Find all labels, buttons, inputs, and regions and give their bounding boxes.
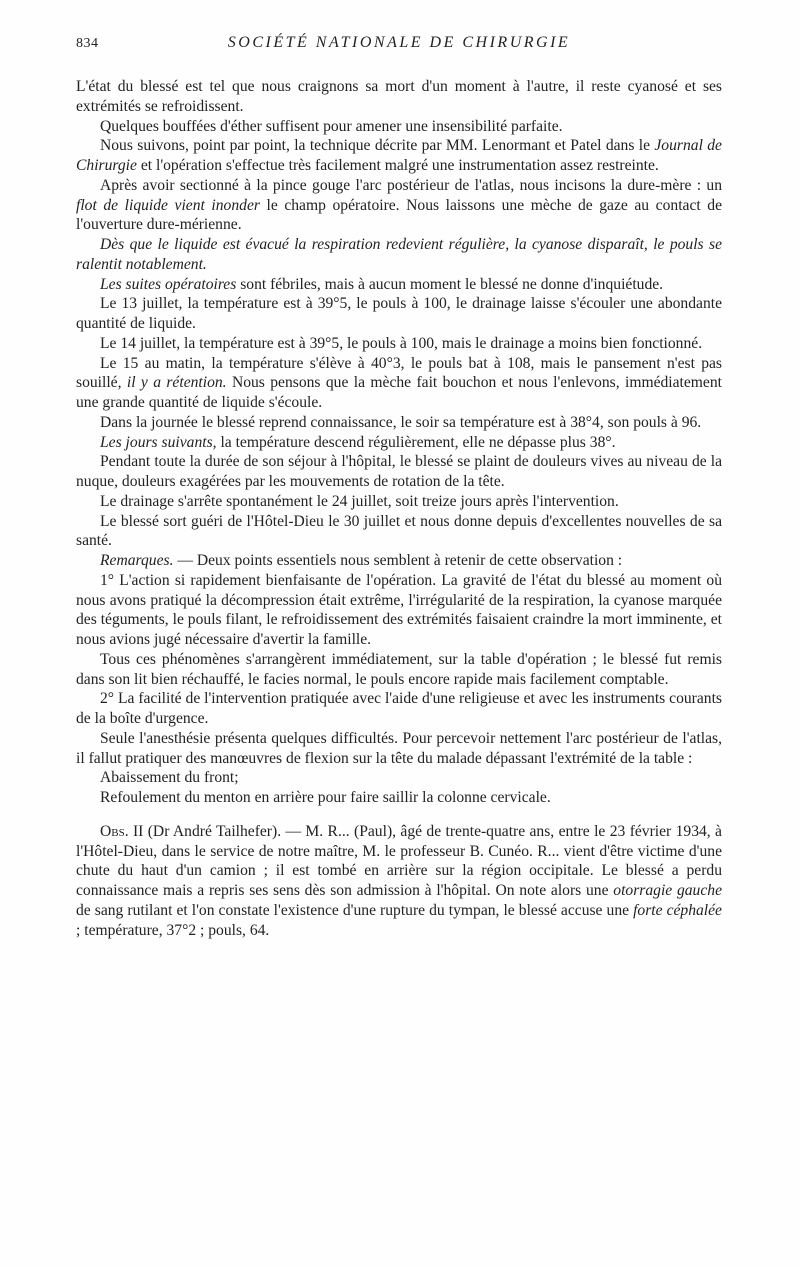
paragraph	[76, 433, 722, 453]
paragraph-text: Le 13 juillet, la température est à 39°5, le pouls à 100, le drainage laisse s'écouler une abondante quantité de liquide.	[76, 295, 722, 332]
paragraph-text: 1° L'action si rapidement bienfaisante de l'opération. La gravité de l'état du blessé au moment où nous avons pratiqué la décompression était extrême, l'irrégularité de la respiration, la cyanose marquée des téguments, le pouls filant, le refroidissement des extrémités faisaient craindre la mort imminente, et nous avions jugé nécessaire d'avertir la famille.	[76, 571, 722, 648]
emphasis-text: Dès que le liquide est évacué la respiration redevient régulière, la cyanose disparaît, le pouls se ralentit notablement.	[76, 236, 722, 273]
paragraph	[76, 650, 722, 690]
paragraph-text: — Deux points essentiels nous semblent à retenir de cette observation :	[173, 552, 623, 569]
paragraph	[76, 77, 722, 117]
emphasis-text: Les jours suivants,	[100, 433, 217, 451]
paragraph-text: Le drainage s'arrête spontanément le 24 juillet, soit treize jours après l'intervention.	[100, 492, 619, 510]
observation-paragraph	[76, 822, 722, 941]
emphasis-text: flot de liquide vient inonder	[76, 196, 260, 214]
paragraph	[76, 176, 722, 235]
paragraph	[76, 689, 722, 729]
paragraph-text: (Dr André Tailhefer). — M. R... (Paul), âgé de trente-quatre ans, entre le 23 février 1934, à l'Hôtel-Dieu, dans le service de notre maître, M. le professeur B. Cunéo. R... vient d'être victime d'une chute du haut d'un camion ; il est tombé en arrière sur la région occipitale. Le blessé a perdu connaissance mais a repris ses sens dès son admission à l'hôpital. On note alors une	[76, 822, 722, 899]
paragraph	[76, 117, 722, 137]
paragraph	[76, 768, 722, 788]
paragraph	[76, 136, 722, 176]
paragraph-text: Nous suivons, point par point, la technique décrite par MM. Lenormant et Patel dans le	[100, 137, 655, 155]
paragraph-text: sont fébriles, mais à aucun moment le blessé ne donne d'inquiétude.	[236, 275, 664, 293]
paragraph-text: Dans la journée le blessé reprend connaissance, le soir sa température est à 38°4, son pouls à 96.	[100, 413, 702, 431]
section-label: Remarques.	[100, 552, 174, 569]
journal-title: Journal de Chirurgie	[76, 137, 722, 174]
paragraph	[76, 294, 722, 334]
paragraph	[76, 571, 722, 650]
paragraph-text: Le blessé sort guéri de l'Hôtel-Dieu le 30 juillet et nous donne depuis d'excellentes nouvelles de sa santé.	[76, 512, 722, 550]
page-number: 834	[76, 36, 99, 51]
paragraph-text: Tous ces phénomènes s'arrangèrent immédiatement, sur la table d'opération ; le blessé fut remis dans son lit bien réchauffé, le facies normal, le pouls encore rapide mais facilement comptable.	[76, 650, 722, 688]
paragraph	[76, 551, 722, 571]
paragraph	[76, 235, 722, 275]
observation-label: Obs. II	[100, 822, 144, 840]
paragraph	[76, 275, 722, 295]
emphasis-text: forte céphalée	[633, 901, 722, 919]
paragraph-text: Nous pensons que la mèche fait bouchon et nous l'enlevons, immédiatement une grande quantité de liquide s'écoule.	[76, 374, 722, 411]
paragraph-text: de sang rutilant et l'on constate l'existence d'une rupture du tympan, le blessé accuse une	[76, 901, 634, 919]
paragraph-text: ; température, 37°2 ; pouls, 64.	[76, 921, 270, 939]
paragraph-text: Le 14 juillet, la température est à 39°5, le pouls à 100, mais le drainage a moins bien fonctionné.	[100, 334, 703, 352]
paragraph	[76, 413, 722, 433]
paragraph-text: la température descend régulièrement, elle ne dépasse plus 38°.	[216, 433, 616, 451]
emphasis-text: otorragie gauche	[613, 882, 722, 899]
body-text	[76, 77, 722, 940]
paragraph-text: L'état du blessé est tel que nous craignons sa mort d'un moment à l'autre, il reste cyanosé et ses extrémités se refroidissent.	[76, 78, 722, 115]
paragraph-text: le champ opératoire. Nous laissons une mèche de gaze au contact de l'ouverture dure-mérienne.	[76, 196, 722, 234]
paragraph-text: 2° La facilité de l'intervention pratiquée avec l'aide d'une religieuse et avec les instruments courants de la boîte d'urgence.	[76, 690, 722, 727]
page-header	[76, 34, 722, 58]
paragraph	[76, 452, 722, 492]
paragraph	[76, 788, 722, 808]
paragraph-text: Refoulement du menton en arrière pour faire saillir la colonne cervicale.	[100, 789, 551, 806]
paragraph-text: Pendant toute la durée de son séjour à l'hôpital, le blessé se plaint de douleurs vives au niveau de la nuque, douleurs exagérées par les mouvements de rotation de la tête.	[76, 453, 722, 490]
paragraph	[76, 334, 722, 354]
emphasis-text: il y a rétention.	[126, 374, 227, 392]
paragraph	[76, 512, 722, 552]
paragraph-text: Quelques bouffées d'éther suffisent pour amener une insensibilité parfaite.	[100, 117, 563, 135]
paragraph-text: Après avoir sectionné à la pince gouge l'arc postérieur de l'atlas, nous incisons la dure-mère : un	[100, 176, 722, 194]
paragraph	[76, 492, 722, 512]
paragraph-text: et l'opération s'effectue très facilement malgré une instrumentation assez restreinte.	[136, 157, 659, 174]
paragraph-text: Seule l'anesthésie présenta quelques difficultés. Pour percevoir nettement l'arc postérieur de l'atlas, il fallut pratiquer des manœuvres de flexion sur la tête du malade dépassant l'extrémité de la table :	[76, 729, 722, 767]
paragraph	[76, 729, 722, 769]
running-title: SOCIÉTÉ NATIONALE DE CHIRURGIE	[227, 34, 571, 51]
paragraph-text: Abaissement du front;	[100, 769, 239, 787]
paragraph	[76, 354, 722, 413]
paragraph-text: Le 15 au matin, la température s'élève à 40°3, le pouls bat à 108, mais le pansement n'est pas souillé,	[76, 354, 722, 392]
emphasis-text: Les suites opératoires	[100, 275, 237, 293]
